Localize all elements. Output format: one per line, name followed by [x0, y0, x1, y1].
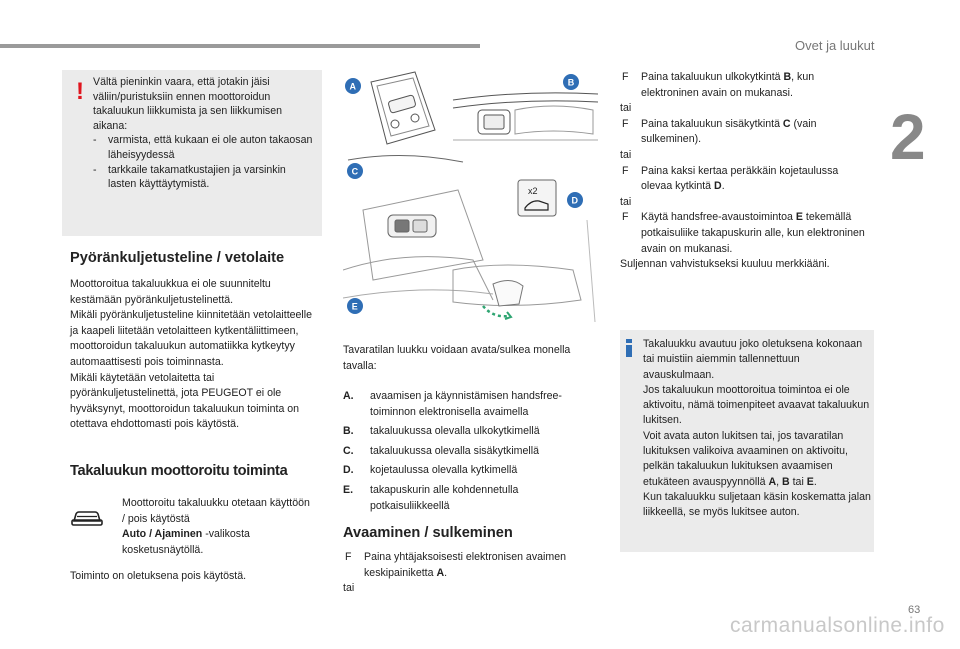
open-close-steps-start [343, 550, 595, 597]
legend-item: C. takaluukussa olevalla sisäkytkimellä [343, 444, 539, 457]
header-rule [0, 44, 480, 48]
trunk-drawing [343, 155, 493, 300]
svg-text:C: C [351, 166, 359, 177]
info-text: Takaluukku avautuu joko oletuksena kokonaan tai muistiin aiemmin tallennettuun avauskulmaan. Jos takaluukun moottoroitua toimintoa ei ole aktivoitu, nämä toimenpiteet avaavat takaluukun lukitsen. Voit avata auton lukitsen tai, jos tavaratilan lukituksen valikoiva avaaminen on aktivoitu, pelkän takaluukun lukituksen avaamisen etukäteen avauspyynnöllä A, B tai E. Kun takaluukku suljetaan käsin koskematta jalan liikkeellä, se myös lukitsee auton. [643, 338, 871, 519]
car-icon [70, 508, 104, 528]
exterior-switch-drawing [453, 93, 598, 140]
legend-list [343, 389, 595, 518]
svg-text:D: D [571, 195, 578, 206]
legend-item: D. kojetaulussa olevalla kytkimellä [343, 464, 518, 477]
svg-text:B: B [567, 77, 575, 88]
step-item: F Paina takaluukun sisäkytkintä C (vain sulkeminen). [622, 117, 817, 146]
warning-intro: Vältä pieninkin vaara, että jotakin jäisi väliin/puristuksiin ennen moottoroidun takaluukun liikkumista ja sen liikkumisen aikana: [93, 76, 283, 132]
key-fob-drawing [371, 72, 435, 144]
exclamation-icon: ! [76, 78, 84, 105]
bike-carrier-heading: Pyöränkuljetusteline / vetolaite [70, 250, 285, 266]
chapter-title: Ovet ja luukut [795, 38, 875, 53]
legend-item: E. takapuskurin alle kohdennetulla potkaisuliikkeellä [343, 483, 519, 512]
warning-text [93, 75, 315, 192]
label-badge-d [567, 192, 583, 208]
motorized-tailgate-heading: Takaluukun moottoroitu toiminta [70, 463, 288, 479]
svg-text:E: E [351, 301, 358, 312]
chapter-number: 2 [890, 101, 926, 173]
open-close-steps-continued [620, 70, 872, 273]
page-number: 63 [908, 604, 921, 616]
or-text: tai [343, 582, 355, 595]
legend-item: B. takaluukussa olevalla ulkokytkimellä [343, 425, 540, 438]
default-note: Toiminto on oletuksena pois käytöstä. [70, 570, 247, 582]
or-text: tai [620, 102, 632, 115]
or-text: tai [620, 195, 632, 208]
watermark: carmanualsonline.info [730, 614, 945, 637]
menu-path: Auto / Ajaminen [122, 528, 203, 541]
warning-item: - varmista, että kukaan ei ole auton takaosan läheisyydessä [93, 134, 313, 161]
label-badge-a [345, 78, 361, 94]
label-badge-c [347, 163, 363, 179]
bike-carrier-body: Moottoroitua takaluukkua ei ole suunniteltu kestämään pyöränkuljetustelinettä. Mikäli pyöränkuljetusteline kiinnitetään vetolaitteelle ja kaapeli liitetään vetolaitteen kytkentäliittimeen, moottoroidun takaluukun automatiikka kytkeytyy automaattisesti pois toiminnasta. Mikäli käytetään vetolaitetta tai pyöränkuljetustelinettä, jota PEUGEOT ei ole hyväksynyt, moottoroidun takaluukun toiminta on otettava ehdottomasti pois käytöstä. [70, 278, 313, 431]
switch-x2-label: x2 [528, 186, 538, 196]
motorized-tailgate-body: Moottoroitu takaluukku otetaan käyttöön / pois käytöstä Auto / Ajaminen -valikosta kosketusnäytöllä. [122, 497, 310, 556]
tailgate-controls-illustration [343, 70, 603, 325]
step-item: F Paina takaluukun ulkokytkintä B, kun elektroninen avain on mukanasi. [622, 71, 815, 99]
dashboard-switch-drawing [518, 180, 556, 216]
step-item: F Paina kaksi kertaa peräkkäin kojetaulussa olevaa kytkintä D. [622, 164, 839, 193]
step-item: F Käytä handsfree-avaustoimintoa E tekemällä potkaisuliike takapuskurin alle, kun elektroninen avain on mukanasi. [622, 211, 865, 255]
open-close-heading: Avaaminen / sulkeminen [343, 525, 513, 541]
step-item: F Paina yhtäjaksoisesti elektronisen avaimen keskipainiketta A. [345, 551, 566, 579]
label-badge-e [347, 298, 363, 314]
or-text: tai [620, 148, 632, 161]
warning-item: - tarkkaile takamatkustajien ja varsinkin lasten käyttäytymistä. [93, 163, 286, 191]
svg-text:A: A [349, 81, 356, 92]
info-icon [626, 339, 632, 357]
label-badge-b [563, 74, 579, 90]
confirm-text: Suljennan vahvistukseksi kuuluu merkkiääni. [620, 258, 830, 271]
legend-item: A. avaamisen ja käynnistämisen handsfree-toiminnon elektronisella avaimella [343, 390, 562, 418]
intro-text: Tavaratilan luukku voidaan avata/sulkea monella tavalla: [343, 344, 571, 372]
